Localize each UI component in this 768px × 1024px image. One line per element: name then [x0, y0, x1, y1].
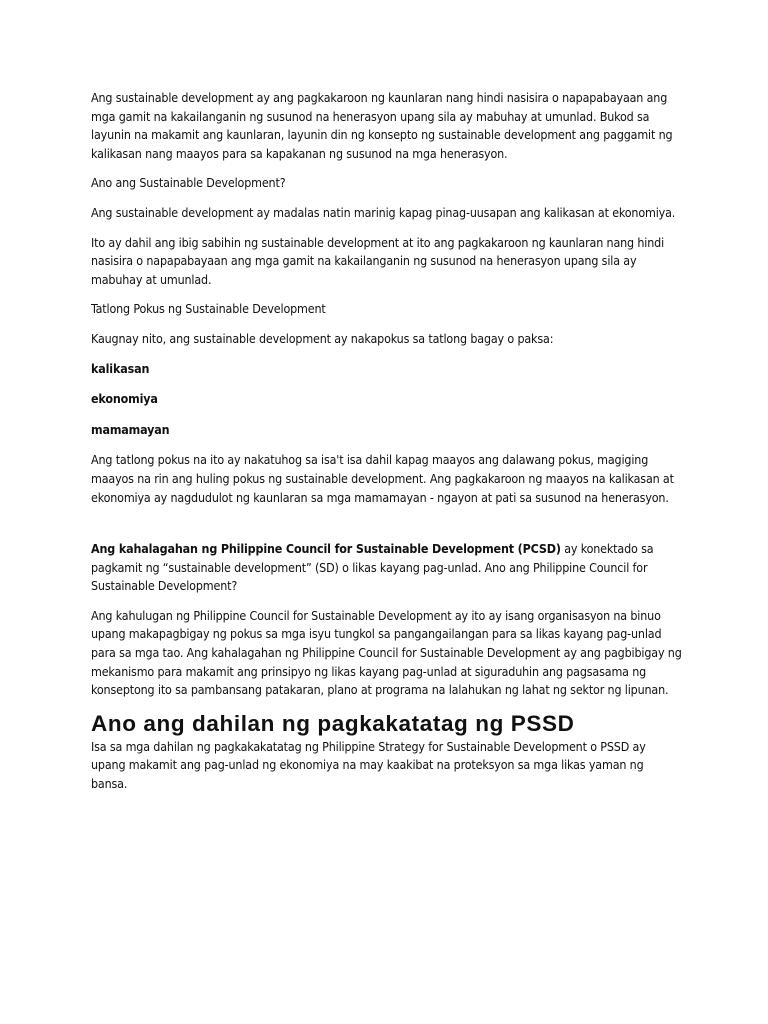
pcsd-rest-text: ay konektado sa pagkamit ng “sustainable development” (SD) o likas kayang pag-unlad. Ano ang Philippine Council for Sustainable Development?	[91, 541, 654, 594]
question-what-is-sd: Ano ang Sustainable Development?	[91, 175, 286, 191]
focus-relationship-paragraph: Ang tatlong pokus na ito ay nakatuhog sa isa't isa dahil kapag maayos ang dalawang pokus, magiging maayos na rin ang huling pokus ng sustainable development. Ang pagkakaroon ng maayos na kalikasan at ekonomiya ay nagdudulot ng kaunlaran sa mga mamamayan - ngayon at pati sa susunod na henerasyon.	[91, 452, 674, 505]
pcsd-importance-paragraph	[91, 540, 683, 596]
pcsd-meaning-paragraph: Ang kahulugan ng Philippine Council for Sustainable Development ay ito ay isang organisasyon na binuo upang makapagbigay ng pokus sa mga isyu tungkol sa pangangailangan para sa likas kayang pag-unlad para sa mga tao. Ang kahalagahan ng Philippine Council for Sustainable Development ay ang pagbibigay ng mekanismo para makamit ang prinsipyo ng likas kayang pag-unlad at siguraduhin ang pagsasama ng konseptong ito sa pambansang patakaran, plano at programa na lalahukan ng lahat ng sektor ng lipunan.	[91, 607, 682, 698]
sd-economy-paragraph: Ang sustainable development ay madalas natin marinig kapag pinag-uusapan ang kalikasan at ekonomiya.	[91, 204, 676, 220]
pssd-heading: Ano ang dahilan ng pagkakatatag ng PSSD	[91, 710, 575, 736]
focus-intro-paragraph: Kaugnay nito, ang sustainable development ay nakapokus sa tatlong bagay o paksa:	[91, 330, 554, 346]
focus-item-ekonomiya: ekonomiya	[91, 391, 158, 407]
focus-item-kalikasan: kalikasan	[91, 360, 150, 376]
blank-line	[91, 518, 683, 540]
document-page	[91, 89, 683, 805]
three-focus-heading: Tatlong Pokus ng Sustainable Development	[91, 301, 326, 317]
intro-paragraph: Ang sustainable development ay ang pagkakaroon ng kaunlaran nang hindi nasisira o napapabayaan ang mga gamit na kakailanganin ng susunod na henerasyon upang sila ay mabuhay at umunlad. Bukod sa layunin na makamit ang kaunlaran, layunin din ng konsepto ng sustainable development ang paggamit ng kalikasan nang maayos para sa kapakanan ng susunod na mga henerasyon.	[91, 90, 673, 161]
focus-item-mamamayan: mamamayan	[91, 421, 170, 437]
pcsd-bold-lead: Ang kahalagahan ng Philippine Council for Sustainable Development (PCSD)	[91, 541, 561, 557]
pssd-reason-paragraph: Isa sa mga dahilan ng pagkakakatatag ng Philippine Strategy for Sustainable Development o PSSD ay upang makamit ang pag-unlad ng ekonomiya na may kaakibat na proteksyon sa mga likas yaman ng bansa.	[91, 738, 646, 792]
sd-definition-paragraph: Ito ay dahil ang ibig sabihin ng sustainable development at ito ang pagkakaroon ng kaunlaran nang hindi nasisira o napapabayaan ang mga gamit na kakailanganin ng susunod na henerasyon upang sila ay mabuhay at umunlad.	[91, 234, 665, 287]
